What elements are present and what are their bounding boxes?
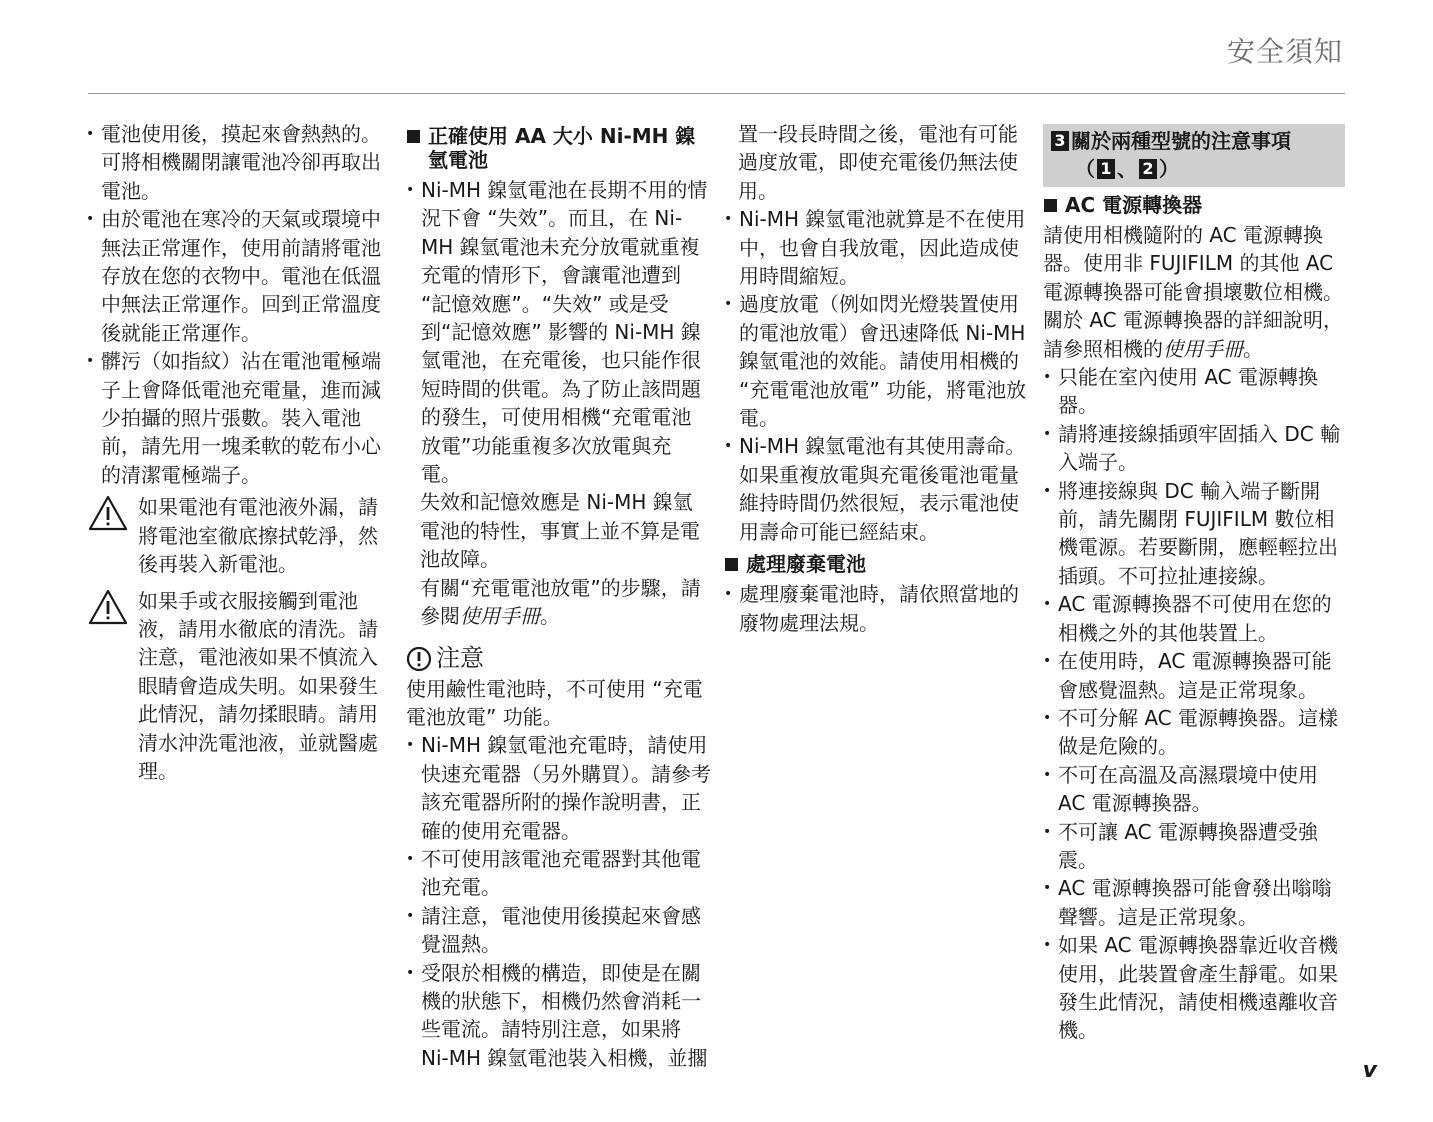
list-item: • 只能在室內使用 AC 電源轉換器。 xyxy=(1043,363,1345,420)
warning-text: 如果手或衣服接觸到電池液，請用水徹底的清洗。請注意，電池液如果不慎流入眼睛會造成失明。如果發生此情況，請勿揉眼睛。請用清水沖洗電池液，並就醫處理。 xyxy=(138,588,378,783)
list-item: • 過度放電（例如閃光燈裝置使用的電池放電）會迅速降低 Ni-MH 鎳氫電池的效能。請使用相機的 “充電電池放電” 功能，將電池放電。 xyxy=(724,290,1029,432)
list-item: • Ni-MH 鎳氫電池有其使用壽命。如果重複放電與充電後電池電量維持時間仍然很短，表示電池使用壽命可能已經結束。 xyxy=(724,432,1029,546)
caution-heading: 注意 xyxy=(406,641,711,675)
list-item: • 請將連接線插頭牢固插入 DC 輸入端子。 xyxy=(1043,420,1345,477)
paragraph: 請使用相機隨附的 AC 電源轉換器。使用非 FUJIFILM 的其他 AC 電源轉換器可能會損壞數位相機。關於 AC 電源轉換器的詳細說明，請參照相機的使用手冊。 xyxy=(1043,223,1344,361)
model-notes-box: 3 關於兩種型號的注意事項 （ 1 、 2 ） xyxy=(1043,124,1345,187)
square-bullet-icon xyxy=(407,130,420,143)
manual-reference: 使用手冊 xyxy=(460,604,540,629)
list-item: • 不可分解 AC 電源轉換器。這樣做是危險的。 xyxy=(1043,704,1345,761)
paragraph: 有關“充電電池放電”的步驟，請參閱使用手冊。 xyxy=(420,575,701,629)
list-item: • 髒污（如指紋）沾在電池電極端子上會降低電池充電量，進而減少拍攝的照片張數。裝入電池前，請先用一塊柔軟的乾布小心的清潔電極端子。 xyxy=(86,347,391,489)
column-1 xyxy=(86,120,391,785)
caution-circle-icon xyxy=(406,646,432,672)
number-badge: 3 xyxy=(1051,131,1069,151)
column-3 xyxy=(724,120,1029,637)
warning-triangle-icon xyxy=(88,495,128,531)
manual-reference: 使用手冊 xyxy=(1163,336,1243,361)
list-item: • Ni-MH 鎳氫電池在長期不用的情況下會 “失效”。而且，在 Ni-MH 鎳氫電池未充分放電就重複充電的情形下，會讓電池遭到 “記憶效應”。“失效” 或是受到“記憶效應” 影響的 Ni-MH 鎳氫電池，在充電後，也只能作很短時間的供電。為了防止該問題的發生，可使用相機“充電電池放電”功能重複多次放電與充電。 xyxy=(406,176,711,488)
list-item: • 不可在高溫及高濕環境中使用 AC 電源轉換器。 xyxy=(1043,761,1345,818)
list-item: • AC 電源轉換器不可使用在您的相機之外的其他裝置上。 xyxy=(1043,590,1345,647)
list-item: • 處理廢棄電池時，請依照當地的廢物處理法規。 xyxy=(724,580,1029,637)
number-badge: 2 xyxy=(1139,159,1157,179)
list-item: • 請注意，電池使用後摸起來會感覺溫熱。 xyxy=(406,902,711,959)
paragraph: 失效和記憶效應是 Ni-MH 鎳氫電池的特性，事實上並不算是電池故障。 xyxy=(420,490,700,572)
section-heading: 處理廢棄電池 xyxy=(724,552,1029,576)
column-4 xyxy=(1043,120,1345,1045)
page-title: 安全須知 xyxy=(1226,35,1343,68)
continued-text: 置一段長時間之後，電池有可能過度放電，即使充電後仍無法使用。 xyxy=(738,122,1018,203)
list-item: • 在使用時，AC 電源轉換器可能會感覺溫熱。這是正常現象。 xyxy=(1043,647,1345,704)
list-item: • 由於電池在寒冷的天氣或環境中無法正常運作，使用前請將電池存放在您的衣物中。電池在低溫中無法正常運作。回到正常溫度後就能正常運作。 xyxy=(86,205,391,347)
warning-note xyxy=(86,587,391,786)
warning-text: 如果電池有電池液外漏，請將電池室徹底擦拭乾淨，然後再裝入新電池。 xyxy=(138,495,378,577)
warning-note xyxy=(86,493,391,578)
list-item: • 受限於相機的構造，即使是在關機的狀態下，相機仍然會消耗一些電流。請特別注意，如果將 Ni-MH 鎳氫電池裝入相機，並擱 xyxy=(406,959,711,1073)
number-badge: 1 xyxy=(1097,159,1115,179)
list-item: • 將連接線與 DC 輸入端子斷開前，請先關閉 FUJIFILM 數位相機電源。若要斷開，應輕輕拉出插頭。不可拉扯連接線。 xyxy=(1043,477,1345,591)
list-item: • 不可讓 AC 電源轉換器遭受強震。 xyxy=(1043,818,1345,875)
caution-text: 使用鹼性電池時，不可使用 “充電電池放電” 功能。 xyxy=(406,676,703,729)
warning-triangle-icon xyxy=(88,589,128,625)
square-bullet-icon xyxy=(1044,199,1057,212)
list-item: • 電池使用後，摸起來會熱熱的。可將相機關閉讓電池冷卻再取出電池。 xyxy=(86,120,391,205)
list-item: • Ni-MH 鎳氫電池充電時，請使用快速充電器（另外購買）。請參考該充電器所附的操作說明書，正確的使用充電器。 xyxy=(406,731,711,845)
column-2 xyxy=(406,120,711,1072)
square-bullet-icon xyxy=(725,558,738,571)
page-number: v xyxy=(1362,1058,1377,1083)
list-item: • Ni-MH 鎳氫電池就算是不在使用中，也會自我放電，因此造成使用時間縮短。 xyxy=(724,205,1029,290)
header-divider xyxy=(88,93,1345,94)
list-item: • AC 電源轉換器可能會發出嗡嗡聲響。這是正常現象。 xyxy=(1043,874,1345,931)
section-heading: AC 電源轉換器 xyxy=(1043,193,1345,217)
section-heading: 正確使用 AA 大小 Ni-MH 鎳氫電池 xyxy=(406,124,711,172)
list-item: • 不可使用該電池充電器對其他電池充電。 xyxy=(406,845,711,902)
list-item: • 如果 AC 電源轉換器靠近收音機使用，此裝置會產生靜電。如果發生此情況，請使相機遠離收音機。 xyxy=(1043,931,1345,1045)
